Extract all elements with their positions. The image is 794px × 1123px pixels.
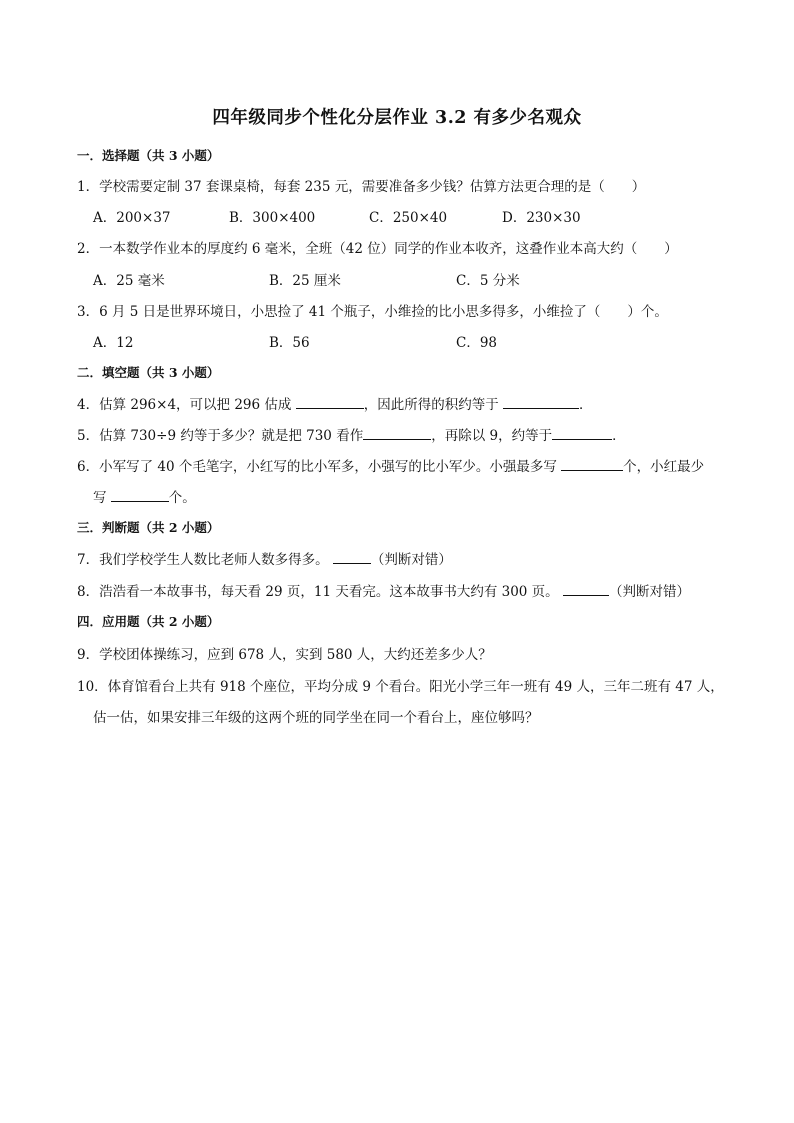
option-b: B．56 — [269, 335, 310, 351]
question-9: 9．学校团体操练习，应到 678 人，实到 580 人，大约还差多少人？ — [77, 647, 492, 663]
question-7 — [77, 548, 452, 568]
question-4-text-1: 4．估算 296×4，可以把 296 估成 — [77, 397, 296, 413]
option-a: A．12 — [93, 335, 134, 351]
question-10: 10．体育馆看台上共有 918 个座位，平均分成 9 个看台。阳光小学三年一班有 49 人，三年二班有 47 人， — [77, 679, 724, 695]
answer-blank[interactable] — [363, 425, 431, 440]
section-heading-choice: 一．选择题（共 3 小题） — [77, 148, 220, 163]
question-5 — [77, 424, 626, 444]
question-3: 3．6 月 5 日是世界环境日，小思捡了 41 个瓶子，小维捡的比小思多得多，小维捡了（ ）个。 — [77, 304, 668, 320]
option-c: C．250×40 — [369, 210, 448, 226]
question-6-text-1: 6．小军写了 40 个毛笔字，小红写的比小军多，小强写的比小军少。小强最多写 — [77, 459, 562, 475]
question-4-text-3: ． — [579, 397, 593, 413]
option-b: B．300×400 — [229, 210, 316, 226]
question-7-text-1: 7．我们学校学生人数比老师人数多得多。 — [77, 552, 333, 568]
option-a: A．200×37 — [93, 210, 171, 226]
question-6-text-2: 个，小红最少 — [623, 459, 705, 475]
question-10-continued: 估一估，如果安排三年级的这两个班的同学坐在同一个看台上，座位够吗？ — [93, 710, 539, 726]
option-a: A．25 毫米 — [93, 273, 165, 289]
answer-blank[interactable] — [296, 394, 364, 409]
option-b: B．25 厘米 — [269, 273, 341, 289]
answer-blank[interactable] — [503, 394, 579, 409]
section-heading-application: 四．应用题（共 2 小题） — [77, 614, 220, 629]
question-6 — [77, 455, 704, 475]
question-5-text-1: 5．估算 730÷9 约等于多少？就是把 730 看作 — [77, 428, 364, 444]
option-c: C．98 — [456, 335, 498, 351]
question-8-text-2: （判断对错） — [608, 584, 690, 600]
question-6-text-3: 写 — [93, 490, 111, 506]
answer-blank[interactable] — [333, 549, 371, 564]
answer-blank[interactable] — [111, 487, 169, 502]
question-1: 1．学校需要定制 37 套课桌椅，每套 235 元，需要准备多少钱？估算方法更合理的是（ ） — [77, 179, 646, 195]
page-title: 四年级同步个性化分层作业 3.2 有多少名观众 — [212, 108, 582, 128]
question-7-text-2: （判断对错） — [370, 552, 452, 568]
section-heading-fill: 二．填空题（共 3 小题） — [77, 365, 220, 380]
option-d: D．230×30 — [502, 210, 581, 226]
answer-blank[interactable] — [563, 581, 609, 596]
question-6-text-4: 个。 — [168, 490, 196, 506]
question-5-text-2: ，再除以 9，约等于 — [431, 428, 553, 444]
question-4 — [77, 393, 593, 413]
question-6-continued — [93, 486, 196, 506]
question-8 — [77, 580, 690, 600]
answer-blank[interactable] — [552, 425, 612, 440]
question-8-text-1: 8．浩浩看一本故事书，每天看 29 页，11 天看完。这本故事书大约有 300 页。 — [77, 584, 563, 600]
question-4-text-2: ，因此所得的积约等于 — [363, 397, 503, 413]
question-2: 2．一本数学作业本的厚度约 6 毫米，全班（42 位）同学的作业本收齐，这叠作业本高大约（ ） — [77, 241, 678, 257]
answer-blank[interactable] — [561, 456, 623, 471]
question-5-text-3: ． — [612, 428, 626, 444]
option-c: C．5 分米 — [456, 273, 520, 289]
section-heading-judge: 三．判断题（共 2 小题） — [77, 520, 220, 535]
